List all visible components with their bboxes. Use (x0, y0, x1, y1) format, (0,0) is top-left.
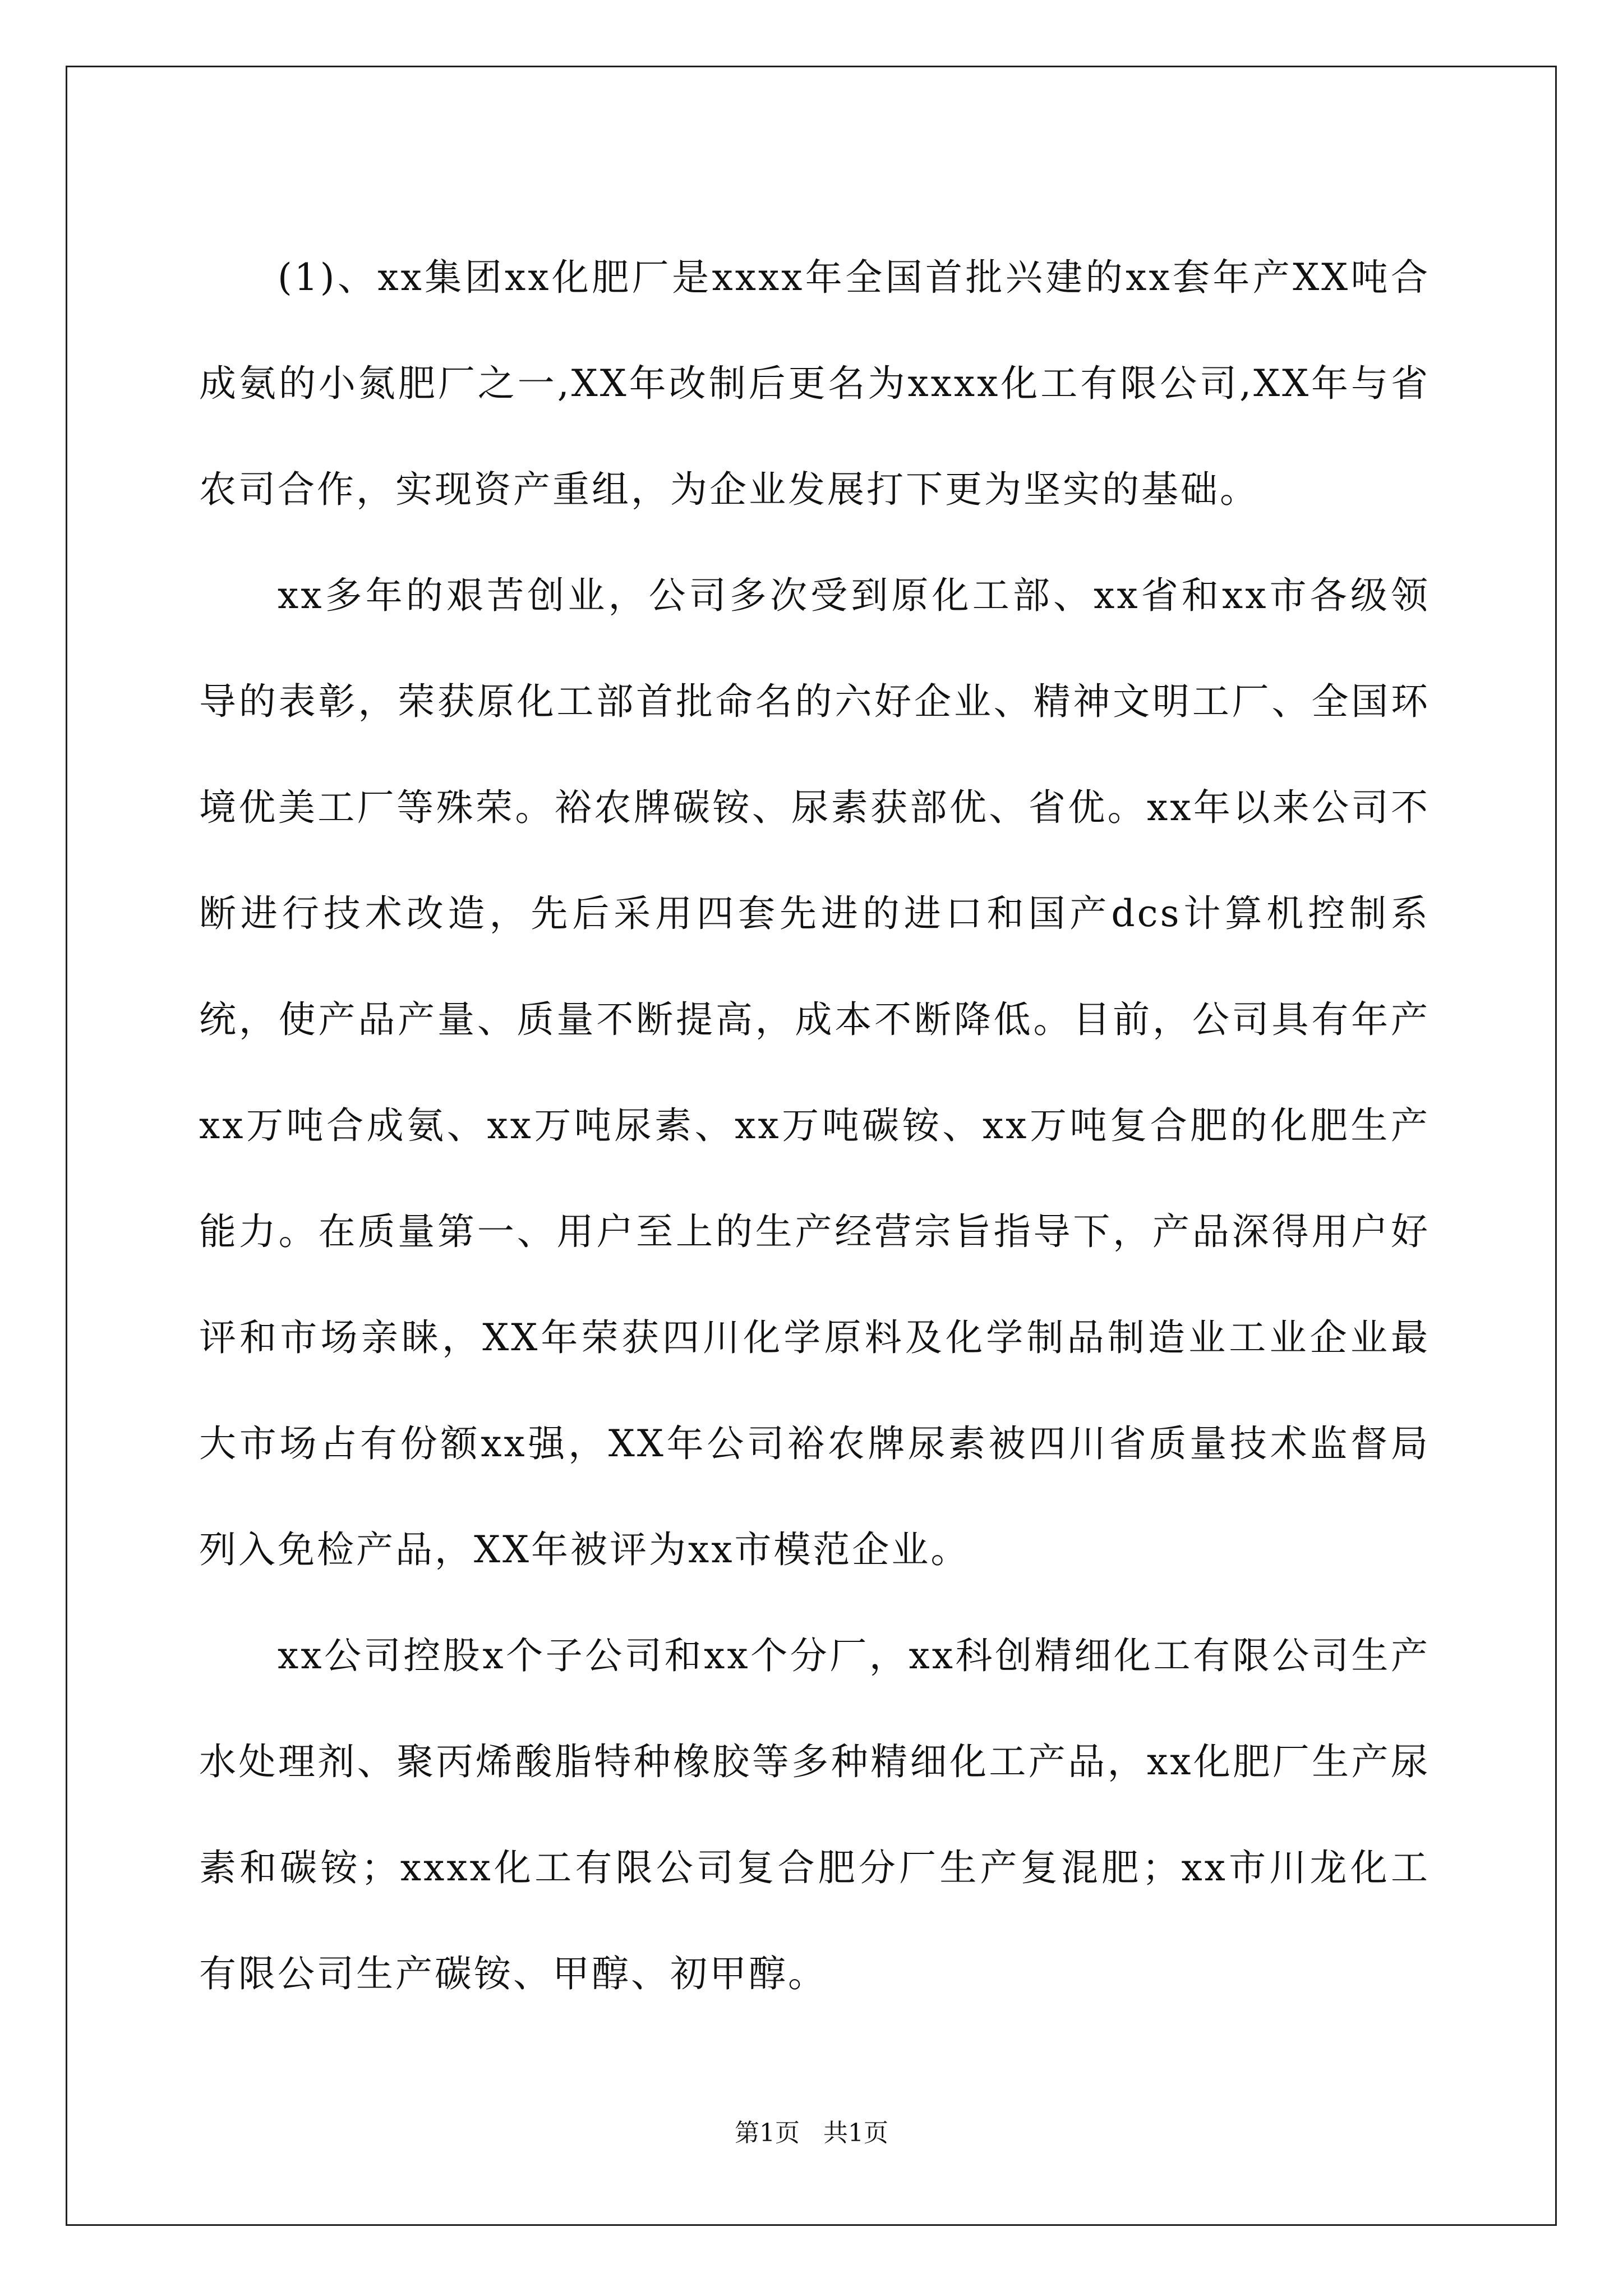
paragraph-achievements: xx多年的艰苦创业，公司多次受到原化工部、xx省和xx市各级领导的表彰，荣获原化工部首批命名的六好企业、精神文明工厂、全国环境优美工厂等殊荣。裕农牌碳铵、尿素获部优、省优。xx年以来公司不断进行技术改造，先后采用四套先进的进口和国产dcs计算机控制系统，使产品产量、质量不断提高，成本不断降低。目前，公司具有年产xx万吨合成氨、xx万吨尿素、xx万吨碳铵、xx万吨复合肥的化肥生产能力。在质量第一、用户至上的生产经营宗旨指导下，产品深得用户好评和市场亲睐，XX年荣获四川化学原料及化学制品制造业工业企业最大市场占有份额xx强，XX年公司裕农牌尿素被四川省质量技术监督局列入免检产品，XX年被评为xx市模范企业。 (199, 574, 1430, 1571)
document-body (199, 224, 1430, 2027)
paragraph-subsidiaries: xx公司控股x个子公司和xx个分厂，xx科创精细化工有限公司生产水处理剂、聚丙烯酸脂特种橡胶等多种精细化工产品，xx化肥厂生产尿素和碳铵；xxxx化工有限公司复合肥分厂生产复混肥；xx市川龙化工有限公司生产碳铵、甲醇、初甲醇。 (199, 1634, 1430, 1995)
paragraph-company-history: (1)、xx集团xx化肥厂是xxxx年全国首批兴建的xx套年产XX吨合成氨的小氮肥厂之一,XX年改制后更名为xxxx化工有限公司,XX年与省农司合作，实现资产重组，为企业发展打下更为坚实的基础。 (199, 256, 1430, 511)
page-footer: 第1页 共1页 (735, 2119, 888, 2147)
